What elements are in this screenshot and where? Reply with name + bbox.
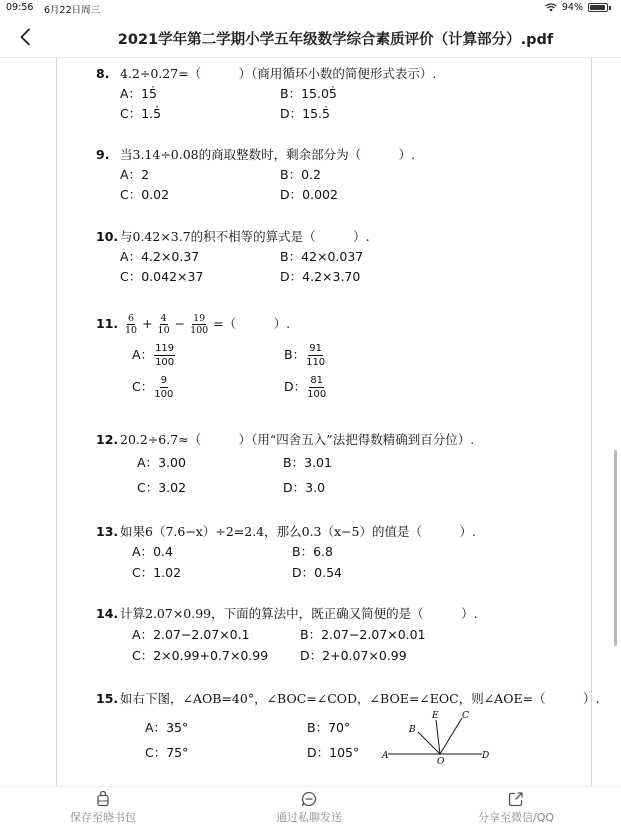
question-11: [96, 310, 290, 338]
option-c: C： $\frac{9}{100}$: [132, 375, 174, 400]
document-title: 2021学年第二学期小学五年级数学综合素质评价（计算部分）.pdf: [117, 32, 554, 48]
option-a: A：2.07−2.07×0.1: [132, 627, 250, 642]
chevron-left-icon: [19, 28, 31, 46]
question-9: [96, 145, 415, 165]
status-date: 6月22日周三: [44, 5, 101, 16]
ray-oc: [440, 718, 462, 754]
option-a: A：15̇: [120, 86, 157, 101]
question-15: [96, 689, 600, 709]
question-stem: 如右下图，∠AOB=40°，∠BOC=∠COD，∠BOE=∠EOC，则∠AOE=（ ）.: [120, 691, 600, 706]
question-number: 10.: [96, 229, 119, 244]
page-left-edge: [56, 58, 57, 786]
question-number: 15.: [96, 691, 119, 706]
label-a: A: [382, 751, 389, 761]
option-d: D：2+0.07×0.99: [300, 648, 407, 663]
question-stem: 20.2÷6.7≈（ ）（用“四舍五入”法把得数精确到百分位）.: [120, 432, 475, 447]
scrollbar[interactable]: [614, 450, 617, 646]
option-c: C：2×0.99+0.7×0.99: [132, 648, 269, 663]
option-a: A：4.2×0.37: [120, 249, 200, 264]
option-b: B：3.01: [283, 455, 332, 470]
option-b: B：15.05̇: [280, 86, 337, 101]
battery-icon: [588, 3, 608, 12]
question-stem: 当3.14÷0.08的商取整数时，剩余部分为（ ）.: [120, 147, 416, 162]
question-stem: 4.2÷0.27=（ ）（商用循环小数的简便形式表示）.: [120, 66, 437, 81]
battery-tip: [609, 6, 611, 10]
question-8: [96, 64, 436, 84]
question-14: [96, 604, 478, 624]
option-d: D： $\frac{81}{100}$: [284, 375, 327, 400]
label-d: D: [482, 751, 490, 761]
option-c: C：1.5̇: [120, 106, 162, 121]
angle-diagram: [380, 708, 490, 764]
question-number: 13.: [96, 524, 119, 539]
document-header: [0, 16, 621, 58]
option-d: D：4.2×3.70: [280, 269, 361, 284]
private-chat-label: 通过私聊发送: [276, 811, 342, 824]
option-a: A：0.4: [132, 544, 173, 559]
save-to-bag-label: 保存至晓书包: [70, 811, 136, 824]
option-b: B：0.2: [280, 167, 321, 182]
save-to-bag-button[interactable]: [70, 791, 136, 825]
option-b: B：2.07−2.07×0.01: [300, 627, 426, 642]
private-chat-button[interactable]: [276, 791, 342, 825]
option-d: D：3.0: [283, 480, 326, 495]
operator: +: [142, 316, 153, 331]
pdf-viewer[interactable]: [0, 58, 621, 786]
fraction: $\frac{19}{100}$: [190, 313, 209, 336]
question-stem: 与0.42×3.7的积不相等的算式是（ ）.: [120, 229, 370, 244]
option-c: C：1.02: [132, 565, 182, 580]
option-c: C：0.042×37: [120, 269, 204, 284]
page-right-edge: [591, 58, 592, 786]
fraction: $\frac{4}{10}$: [157, 313, 170, 336]
label-o: O: [437, 757, 445, 764]
option-b: B：42×0.037: [280, 249, 364, 264]
question-number: 11.: [96, 316, 119, 331]
ray-ob: [418, 732, 440, 754]
option-a: A：3.00: [137, 455, 186, 470]
fraction: $\frac{6}{10}$: [124, 313, 138, 336]
question-number: 14.: [96, 606, 119, 621]
label-b: B: [409, 725, 416, 735]
option-b: B：6.8: [292, 544, 333, 559]
option-b: B： $\frac{91}{110}$: [284, 343, 326, 368]
option-d: D：15.5̇: [280, 106, 330, 121]
option-c: C：0.02: [120, 187, 170, 202]
share-icon: [508, 791, 524, 807]
ray-oe: [436, 720, 440, 754]
question-number: 9.: [96, 147, 110, 162]
option-d: D：0.54: [292, 565, 342, 580]
option-c: C：75°: [145, 745, 189, 760]
status-right: [545, 2, 611, 13]
battery-percent: 94%: [561, 2, 583, 13]
question-12: [96, 430, 474, 450]
question-stem: =（ ）.: [213, 316, 291, 331]
label-e: E: [432, 711, 439, 721]
question-13: [96, 522, 476, 542]
option-a: A： $\frac{119}{100}$: [132, 343, 175, 368]
option-a: A：2: [120, 167, 150, 182]
status-time: 09:56: [6, 2, 34, 13]
question-stem: 如果6（7.6−x）÷2=2.4，那么0.3（x−5）的值是（ ）.: [120, 524, 476, 539]
operator: −: [174, 316, 186, 331]
option-c: C：3.02: [137, 480, 187, 495]
option-d: D：105°: [307, 745, 360, 760]
status-bar: [0, 0, 621, 16]
label-c: C: [462, 711, 469, 721]
question-10: [96, 227, 370, 247]
chat-icon: [301, 791, 317, 807]
bottom-toolbar: [0, 786, 621, 828]
option-b: B：70°: [307, 720, 351, 735]
question-number: 12.: [96, 432, 119, 447]
share-label: 分享至微信/QQ: [478, 811, 555, 824]
option-a: A：35°: [145, 720, 189, 735]
wifi-icon: [545, 3, 557, 12]
share-button[interactable]: [478, 791, 554, 825]
back-button[interactable]: [12, 24, 38, 50]
question-stem: 计算2.07×0.99，下面的算法中，既正确又简便的是（ ）.: [120, 606, 478, 621]
question-number: 8.: [96, 66, 110, 81]
option-d: D：0.002: [280, 187, 338, 202]
bag-icon: [95, 791, 111, 807]
